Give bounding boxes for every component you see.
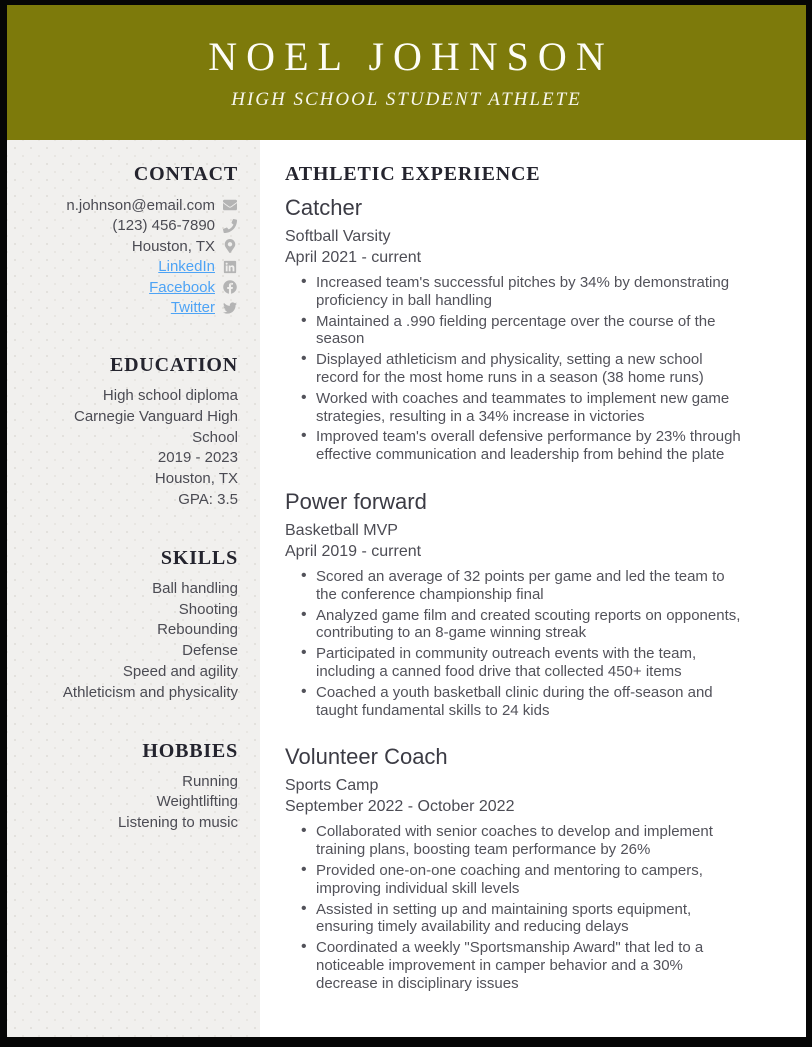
education-lines (37, 386, 238, 511)
entry-bullet-list (285, 274, 748, 464)
entry-title: Power forward (285, 488, 427, 514)
entry-organization: Softball Varsity (285, 228, 391, 245)
bullet-item: • Displayed athleticism and physicality, setting a new school record for the most home runs in a season (38 home runs) (285, 351, 748, 387)
facebook-link[interactable]: Facebook (149, 278, 215, 296)
contact-item (37, 236, 238, 257)
bullet-item: • Maintained a .990 fielding percentage over the course of the season (285, 313, 748, 349)
entry-dates: April 2019 - current (285, 542, 422, 560)
resume-body (7, 140, 806, 1037)
bullet-item: • Scored an average of 32 points per game and led the team to the conference championship final (285, 568, 748, 604)
contact-section (37, 163, 238, 318)
hobby-item: Running (182, 772, 238, 790)
experience-entry (285, 744, 748, 992)
facebook-icon[interactable] (222, 279, 238, 295)
education-section (37, 354, 238, 511)
experience-entries (285, 195, 748, 993)
education-line: 2019 - 2023 (157, 449, 238, 467)
hobbies-section (37, 740, 238, 834)
bullet-item: • Coordinated a weekly "Sportsmanship Award" that led to a noticeable improvement in camper behavior and a 30% decrease in disciplinary issues (285, 939, 748, 992)
experience-entry (285, 195, 748, 464)
hobbies-heading: HOBBIES (142, 739, 238, 762)
contact-item (37, 298, 238, 319)
contact-item (37, 277, 238, 298)
contact-text: Houston, TX (131, 237, 215, 255)
bullet-item: • Worked with coaches and teammates to implement new game strategies, resulting in a 34% increase in victories (285, 390, 748, 426)
bullet-item: • Improved team's overall defensive performance by 23% through effective communication and leadership from behind the plate (285, 428, 748, 464)
location-pin-icon (222, 238, 238, 254)
envelope-icon (222, 197, 238, 213)
entry-title: Volunteer Coach (285, 744, 448, 770)
bullet-item: • Provided one-on-one coaching and mentoring to campers, improving individual skill levels (285, 862, 748, 898)
twitter-link[interactable]: Twitter (170, 299, 215, 317)
education-line: High school diploma (102, 387, 238, 404)
education-line: Houston, TX (154, 470, 238, 488)
contact-item (37, 195, 238, 216)
bullet-item: • Increased team's successful pitches by 34% by demonstrating proficiency in ball handling (285, 274, 748, 310)
twitter-icon[interactable] (222, 300, 238, 316)
linkedin-link[interactable]: LinkedIn (158, 258, 215, 276)
skills-heading: SKILLS (160, 546, 238, 569)
entry-dates: April 2021 - current (285, 249, 422, 266)
contact-item (37, 257, 238, 278)
hobby-item: Weightlifting (156, 793, 238, 811)
hobbies-list (37, 772, 238, 834)
skill-item: Athleticism and physicality (62, 683, 238, 701)
resume-header (7, 5, 806, 140)
person-title: HIGH SCHOOL STUDENT ATHLETE (231, 88, 582, 110)
entry-organization: Sports Camp (285, 777, 379, 795)
entry-dates: September 2022 - October 2022 (285, 798, 515, 816)
bullet-item: • Participated in community outreach events with the team, including a canned food drive that collected 450+ items (285, 645, 748, 681)
main-content (260, 140, 806, 1037)
skill-item: Speed and agility (122, 662, 238, 680)
contact-list (37, 195, 238, 318)
contact-text: n.johnson@email.com (66, 196, 215, 214)
entry-organization: Basketball MVP (285, 521, 398, 539)
hobby-item: Listening to music (117, 814, 238, 832)
entry-bullet-list (285, 568, 748, 719)
bullet-item: • Coached a youth basketball clinic during the off-season and taught fundamental skills to 24 kids (285, 684, 748, 720)
phone-icon (222, 218, 238, 234)
person-name: NOEL JOHNSON (208, 33, 614, 79)
skills-section (37, 547, 238, 704)
linkedin-icon[interactable] (222, 259, 238, 275)
bullet-item: • Assisted in setting up and maintaining sports equipment, ensuring timely availability and reducing delays (285, 901, 748, 937)
skill-item: Ball handling (152, 579, 238, 597)
education-line: GPA: 3.5 (178, 490, 238, 508)
education-heading: EDUCATION (110, 354, 238, 376)
skills-list (37, 579, 238, 704)
sidebar (7, 140, 260, 1037)
athletic-experience-heading: ATHLETIC EXPERIENCE (285, 163, 541, 185)
bullet-item: • Collaborated with senior coaches to develop and implement training plans, boosting team performance by 26% (285, 823, 748, 859)
contact-item (37, 216, 238, 237)
skill-item: Defense (182, 642, 238, 660)
entry-bullet-list (285, 823, 748, 992)
entry-title: Catcher (285, 195, 363, 220)
bullet-item: • Analyzed game film and created scouting reports on opponents, contributing to an 8-game winning streak (285, 607, 748, 643)
contact-text: (123) 456-7890 (112, 217, 215, 235)
contact-heading: CONTACT (133, 163, 238, 185)
skill-item: Shooting (178, 600, 238, 618)
experience-entry (285, 489, 748, 719)
skill-item: Rebounding (157, 621, 238, 639)
education-line: Carnegie Vanguard High School (74, 407, 238, 446)
